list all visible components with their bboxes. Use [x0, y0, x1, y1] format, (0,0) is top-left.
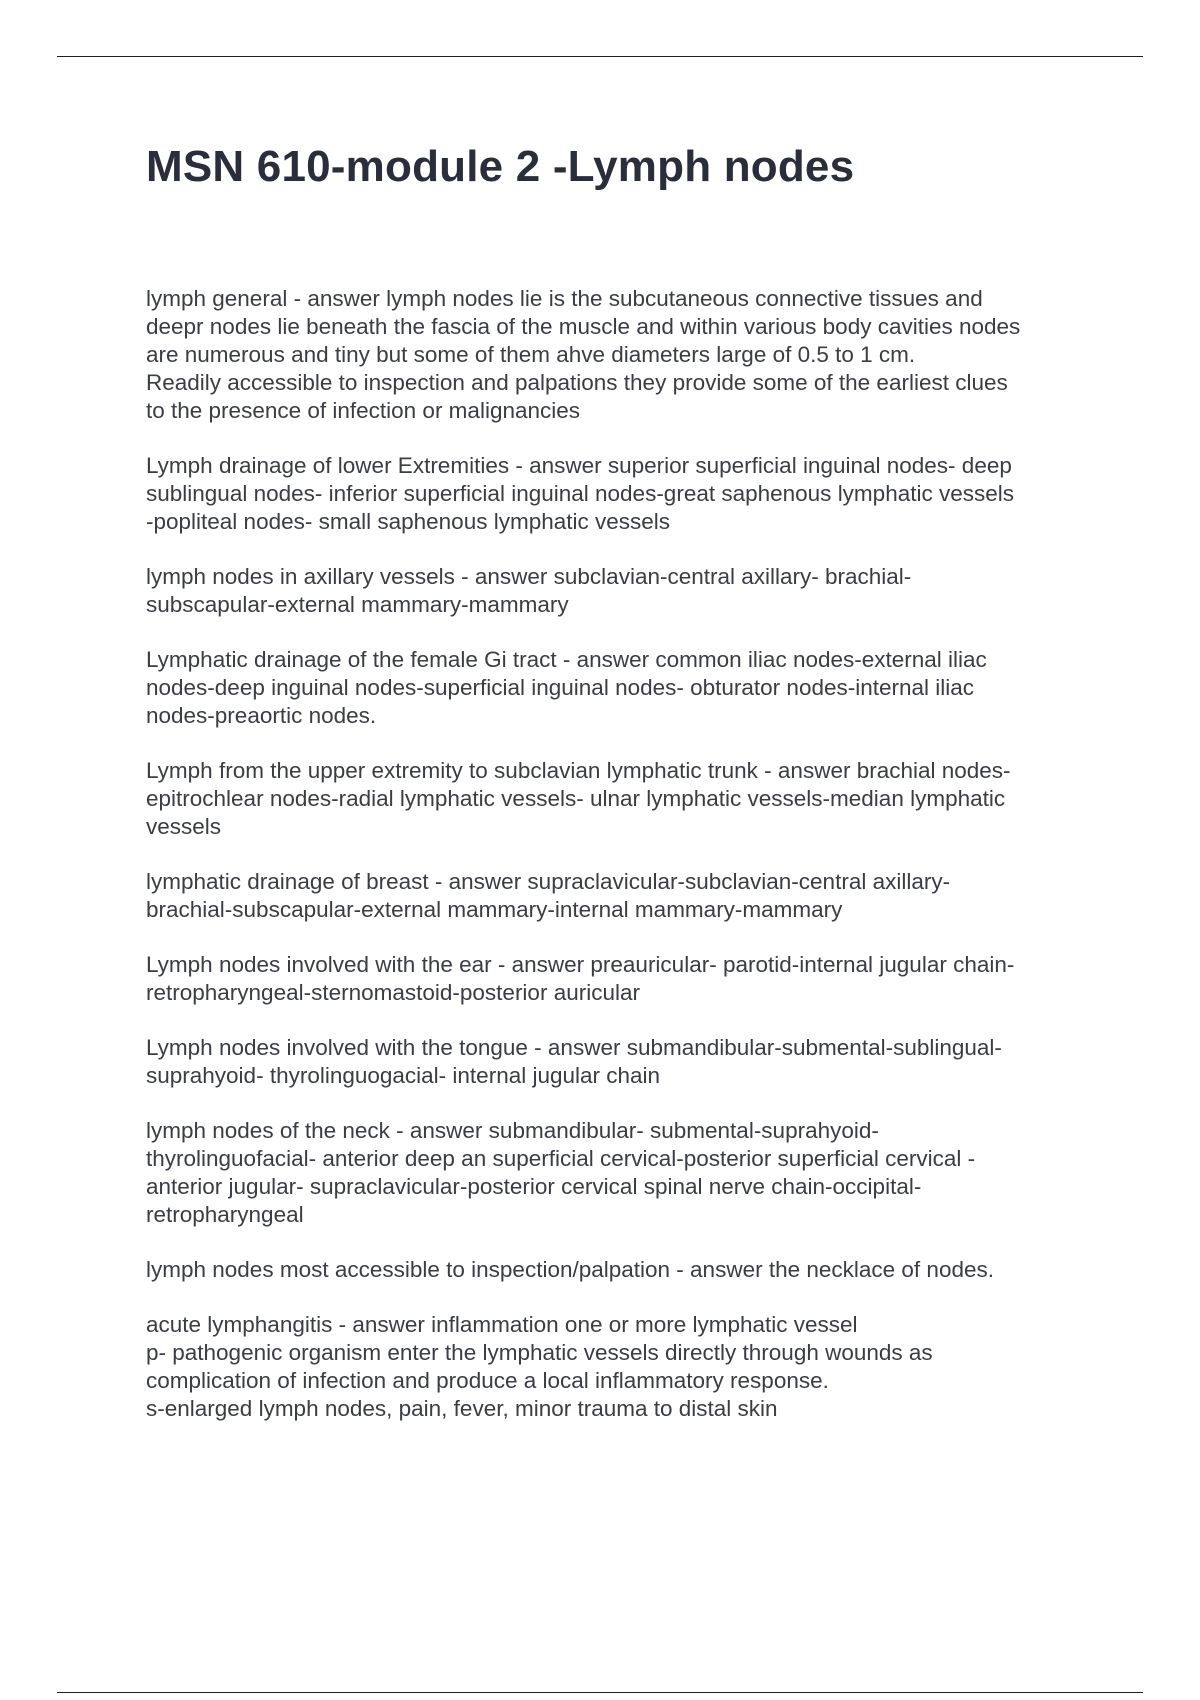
- entry-text-line: Lymph nodes involved with the tongue - answer submandibular-submental-sublingual-: [146, 1035, 1002, 1060]
- entry-text-line: lymph general - answer lymph nodes lie is the subcutaneous connective tissues and: [146, 286, 983, 311]
- entry-text-line: sublingual nodes- inferior superficial inguinal nodes-great saphenous lymphatic vessels: [146, 481, 1014, 506]
- entry-text-line: brachial-subscapular-external mammary-internal mammary-mammary: [146, 897, 843, 922]
- entry-text-line: vessels: [146, 814, 222, 839]
- flashcard-entry: [146, 868, 1106, 924]
- entry-text-line: to the presence of infection or malignancies: [146, 398, 581, 423]
- flashcard-entry: [146, 452, 1106, 536]
- entry-text-line: Readily accessible to inspection and palpations they provide some of the earliest clues: [146, 370, 1008, 395]
- entry-text-line: retropharyngeal: [146, 1202, 304, 1227]
- entry-text-line: s-enlarged lymph nodes, pain, fever, minor trauma to distal skin: [146, 1396, 778, 1421]
- page-title: MSN 610-module 2 -Lymph nodes: [146, 142, 855, 191]
- entry-text-line: lymphatic drainage of breast - answer supraclavicular-subclavian-central axillary-: [146, 869, 951, 894]
- entry-text-line: p- pathogenic organism enter the lymphatic vessels directly through wounds as: [146, 1340, 933, 1365]
- flashcard-entry: [146, 1034, 1106, 1090]
- flashcard-entry: [146, 1311, 1106, 1423]
- entry-text-line: deepr nodes lie beneath the fascia of the muscle and within various body cavities nodes: [146, 314, 1021, 339]
- flashcard-entry: [146, 1256, 1106, 1284]
- flashcard-entry: [146, 951, 1106, 1007]
- entry-text-line: Lymph drainage of lower Extremities - answer superior superficial inguinal nodes- deep: [146, 453, 1012, 478]
- entry-text-line: acute lymphangitis - answer inflammation one or more lymphatic vessel: [146, 1312, 858, 1337]
- bottom-divider: [57, 1692, 1143, 1693]
- entry-text-line: thyrolinguofacial- anterior deep an superficial cervical-posterior superficial cervical -: [146, 1146, 976, 1171]
- entry-text-line: Lymph from the upper extremity to subclavian lymphatic trunk - answer brachial nodes-: [146, 758, 1011, 783]
- entry-text-line: retropharyngeal-sternomastoid-posterior auricular: [146, 980, 640, 1005]
- entry-text-line: nodes-preaortic nodes.: [146, 703, 377, 728]
- entry-text-line: anterior jugular- supraclavicular-posterior cervical spinal nerve chain-occipital-: [146, 1174, 922, 1199]
- entry-text-line: lymph nodes in axillary vessels - answer subclavian-central axillary- brachial-: [146, 564, 912, 589]
- entry-text-line: epitrochlear nodes-radial lymphatic vessels- ulnar lymphatic vessels-median lymphatic: [146, 786, 1006, 811]
- entry-text-line: -popliteal nodes- small saphenous lymphatic vessels: [146, 509, 671, 534]
- flashcard-entry: [146, 563, 1106, 619]
- top-divider: [57, 56, 1143, 57]
- entry-text-line: lymph nodes of the neck - answer submandibular- submental-suprahyoid-: [146, 1118, 879, 1143]
- entry-text-line: lymph nodes most accessible to inspection/palpation - answer the necklace of nodes.: [146, 1257, 994, 1282]
- entry-text-line: nodes-deep inguinal nodes-superficial inguinal nodes- obturator nodes-internal iliac: [146, 675, 975, 700]
- entry-text-line: complication of infection and produce a local inflammatory response.: [146, 1368, 829, 1393]
- flashcard-entry: [146, 646, 1106, 730]
- flashcard-entry: [146, 285, 1106, 425]
- entry-text-line: subscapular-external mammary-mammary: [146, 592, 569, 617]
- entry-text-line: Lymphatic drainage of the female Gi tract - answer common iliac nodes-external iliac: [146, 647, 987, 672]
- flashcard-entry: [146, 1117, 1106, 1229]
- flashcard-list: [146, 285, 1106, 1450]
- flashcard-entry: [146, 757, 1106, 841]
- entry-text-line: Lymph nodes involved with the ear - answer preauricular- parotid-internal jugular chain-: [146, 952, 1015, 977]
- entry-text-line: are numerous and tiny but some of them ahve diameters large of 0.5 to 1 cm.: [146, 342, 916, 367]
- entry-text-line: suprahyoid- thyrolinguogacial- internal jugular chain: [146, 1063, 661, 1088]
